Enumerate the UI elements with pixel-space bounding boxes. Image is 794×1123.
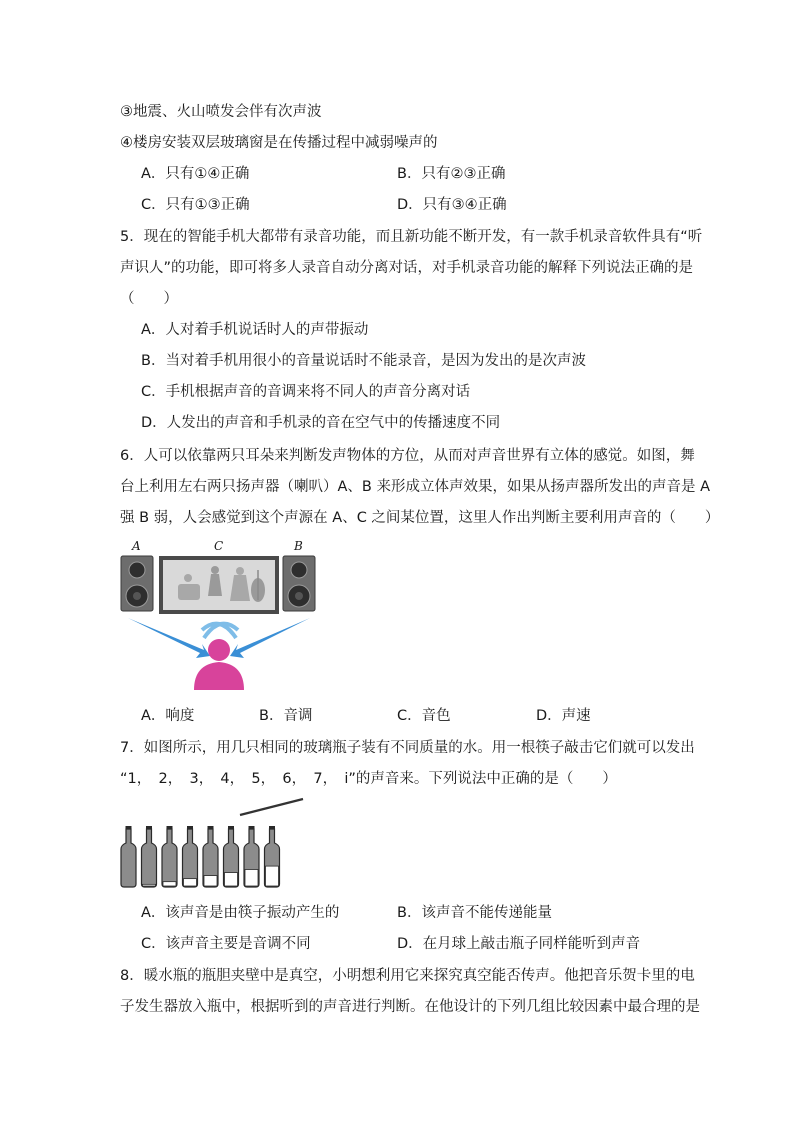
q5-option-d: D．人发出的声音和手机录的音在空气中的传播速度不同 [141, 415, 501, 431]
q7-option-c: C．该声音主要是音调不同 [141, 936, 311, 952]
glass-bottles-figure [115, 795, 315, 895]
q5-text-line-1: 5．现在的智能手机大都带有录音功能，而且新功能不断开发，有一款手机录音软件具有“听 [120, 229, 703, 245]
stereo-speaker-figure [118, 538, 328, 693]
water-level [266, 866, 279, 886]
q8-text-line-1: 8．暖水瓶的瓶胆夹壁中是真空，小明想利用它来探究真空能否传声。他把音乐贺卡里的电 [120, 968, 695, 984]
q6-option-d: D．声速 [536, 708, 591, 724]
label-speaker-b: B [294, 539, 303, 553]
q5-text-line-2: 声识人”的功能，即可将多人录音自动分离对话，对手机录音功能的解释下列说法正确的是 [120, 260, 694, 276]
q6-option-a: A．响度 [141, 708, 195, 724]
q7-option-b: B．该声音不能传递能量 [397, 905, 552, 921]
q6-text-line-1: 6．人可以依靠两只耳朵来判断发声物体的方位，从而对声音世界有立体的感觉。如图，舞 [120, 448, 695, 464]
q5-option-b: B．当对着手机用很小的音量说话时不能录音，是因为发出的是次声波 [141, 353, 586, 369]
bottle-icon [244, 826, 259, 887]
q4-option-d: D．只有③④正确 [397, 197, 507, 213]
bottle-icon [265, 826, 280, 887]
label-stage-c: C [214, 539, 224, 553]
speaker-b-icon [283, 556, 315, 611]
q6-option-b: B．音调 [259, 708, 313, 724]
water-level [245, 870, 258, 886]
water-level [143, 884, 156, 886]
speaker-a-icon [121, 556, 153, 611]
bottle-icon [142, 826, 157, 887]
water-level [184, 879, 197, 886]
bottle-icon [183, 826, 198, 887]
bottle-icon [121, 826, 136, 887]
q8-text-line-2: 子发生器放入瓶中，根据听到的声音进行判断。在他设计的下列几组比较因素中最合理的是 [120, 999, 700, 1015]
q4-statement-3: ③地震、火山喷发会伴有次声波 [120, 104, 322, 120]
q4-option-a: A．只有①④正确 [141, 166, 250, 182]
bottle-icon [162, 826, 177, 887]
water-level [225, 873, 238, 886]
q5-option-c: C．手机根据声音的音调来将不同人的声音分离对话 [141, 384, 471, 400]
q6-text-line-2: 台上利用左右两只扬声器（喇叭）A、B 来形成立体声效果，如果从扬声器所发出的声音是 A [120, 479, 711, 495]
q7-text-line-1: 7．如图所示，用几只相同的玻璃瓶子装有不同质量的水。用一根筷子敲击它们就可以发出 [120, 740, 695, 756]
q7-option-a: A．该声音是由筷子振动产生的 [141, 905, 340, 921]
q4-option-b: B．只有②③正确 [397, 166, 506, 182]
stage-screen-icon [159, 556, 279, 614]
water-level [204, 876, 217, 886]
q6-option-c: C．音色 [397, 708, 451, 724]
q4-statement-4: ④楼房安装双层玻璃窗是在传播过程中减弱噪声的 [120, 135, 438, 151]
water-level [163, 882, 176, 886]
bottle-icon [224, 826, 239, 887]
q5-text-line-3: （ ） [120, 291, 178, 307]
chopstick-icon [240, 799, 303, 815]
q6-text-line-3: 强 B 弱，人会感觉到这个声源在 A、C 之间某位置，这里人作出判断主要利用声音的（ ） [120, 510, 720, 526]
q5-option-a: A．人对着手机说话时人的声带振动 [141, 322, 369, 338]
q7-text-line-2: “1， 2， 3， 4， 5， 6， 7， i”的声音来。下列说法中正确的是（ ） [120, 771, 617, 787]
label-speaker-a: A [132, 539, 141, 553]
q4-option-c: C．只有①③正确 [141, 197, 250, 213]
q7-option-d: D．在月球上敲击瓶子同样能听到声音 [397, 936, 641, 952]
bottle-icon [203, 826, 218, 887]
